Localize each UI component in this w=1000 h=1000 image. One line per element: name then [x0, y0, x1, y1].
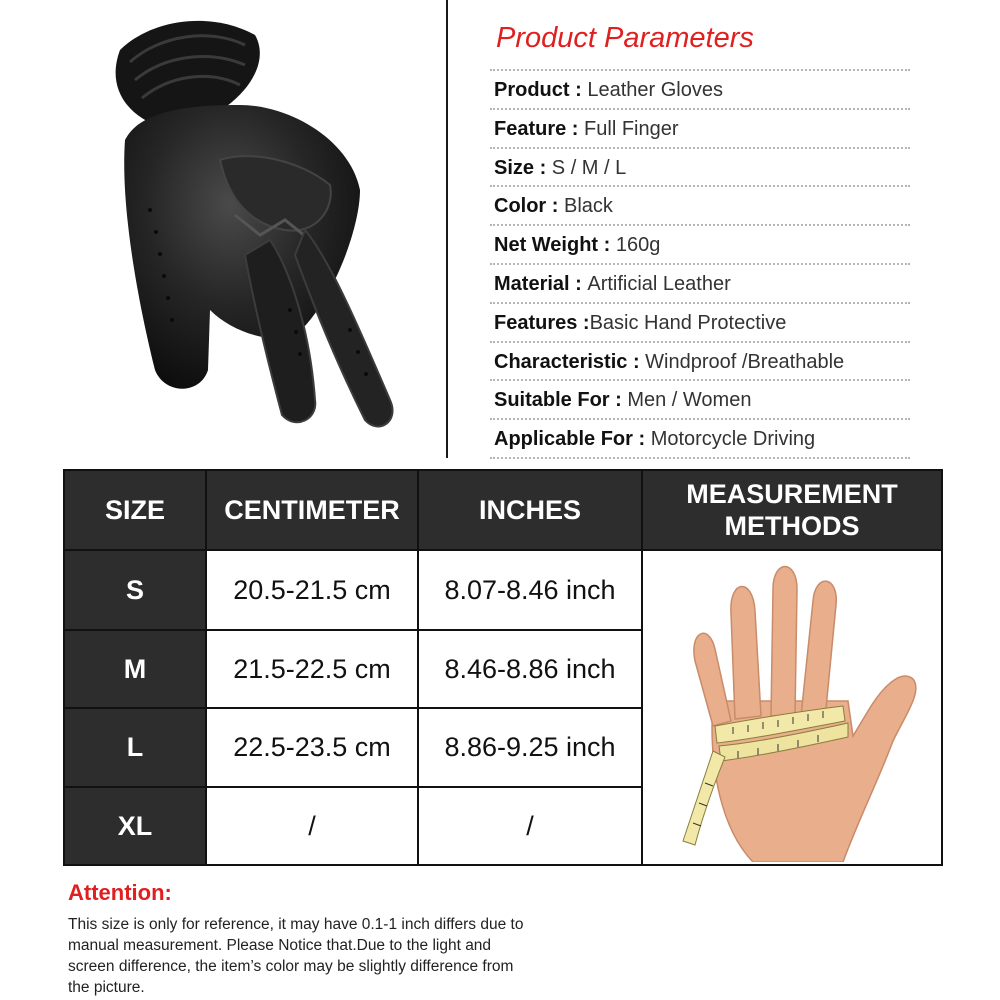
glove-image: [60, 10, 460, 450]
param-value: Artificial Leather: [587, 272, 731, 295]
param-row-suitable-for: [490, 381, 910, 420]
param-key: Suitable For :: [494, 389, 628, 412]
hand-measurement-image: [643, 549, 941, 864]
param-key: Material :: [494, 272, 588, 295]
param-row-material: [490, 265, 910, 304]
params-title: Product Parameters: [496, 22, 754, 54]
header-measurement-line2: METHODS: [724, 511, 860, 541]
param-value: Basic Hand Protective: [589, 311, 787, 334]
param-key: Size :: [494, 156, 552, 179]
param-key: Feature :: [494, 117, 585, 140]
param-row-net-weight: [490, 226, 910, 265]
size-chart-table: [63, 469, 943, 866]
param-value: Leather Gloves: [587, 79, 723, 101]
param-value: 160g: [615, 234, 661, 257]
attention-title: Attention:: [68, 880, 172, 905]
header-centimeter: CENTIMETER: [207, 471, 419, 549]
inch-value-xl: /: [419, 786, 643, 864]
param-row-applicable-for: [490, 420, 910, 459]
param-key: Characteristic :: [494, 350, 646, 373]
param-key: Product :: [494, 79, 588, 101]
cm-value-l: 22.5-23.5 cm: [207, 707, 419, 786]
header-measurement-line1: MEASUREMENT: [686, 479, 898, 509]
product-parameters: [490, 18, 910, 459]
attention-body: This size is only for reference, it may have 0.1-1 inch differs due to manual measurement. Please Notice that.Due to the light and screen difference, the item’s color may be slightly difference from the picture.: [68, 916, 524, 996]
param-row-size: [490, 149, 910, 188]
inch-value-s: 8.07-8.46 inch: [419, 549, 643, 629]
cm-value-s: 20.5-21.5 cm: [207, 549, 419, 629]
param-key: Color :: [494, 195, 564, 218]
param-row-color: [490, 187, 910, 226]
param-value: S / M / L: [551, 156, 627, 179]
cm-value-m: 21.5-22.5 cm: [207, 629, 419, 707]
attention-note: [68, 880, 528, 998]
size-label-l: L: [65, 707, 207, 786]
param-row-features: [490, 304, 910, 343]
param-value: Men / Women: [627, 389, 752, 412]
size-label-m: M: [65, 629, 207, 707]
size-label-s: S: [65, 549, 207, 629]
param-value: Full Finger: [584, 117, 679, 140]
param-value: Motorcycle Driving: [650, 428, 816, 451]
size-label-xl: XL: [65, 786, 207, 864]
inch-value-l: 8.86-9.25 inch: [419, 707, 643, 786]
header-size: SIZE: [65, 471, 207, 549]
param-value: Windproof /Breathable: [645, 350, 845, 373]
param-row-feature: [490, 110, 910, 149]
param-key: Net Weight :: [494, 234, 616, 257]
param-row-characteristic: [490, 343, 910, 382]
param-key: Features :: [494, 311, 590, 334]
header-inches: INCHES: [419, 471, 643, 549]
param-value: Black: [564, 195, 613, 218]
header-measurement-methods: [643, 471, 941, 549]
inch-value-m: 8.46-8.86 inch: [419, 629, 643, 707]
param-row-product: [490, 71, 910, 110]
cm-value-xl: /: [207, 786, 419, 864]
vertical-divider: [446, 0, 448, 458]
param-key: Applicable For :: [494, 428, 651, 451]
